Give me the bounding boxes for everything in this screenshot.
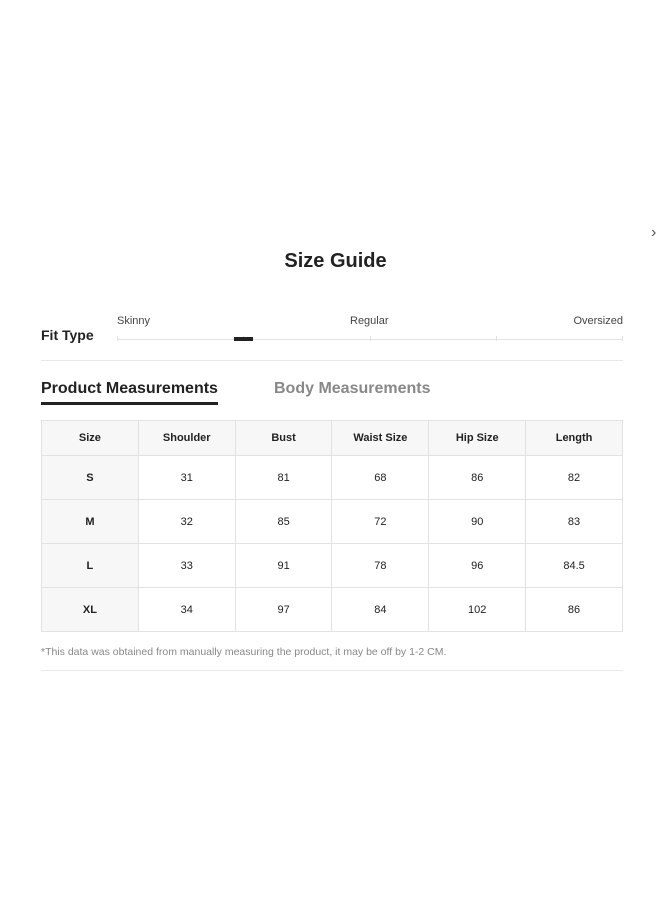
fit-tick (622, 336, 623, 341)
length-cell: 83 (526, 500, 623, 544)
size-cell: XL (42, 588, 139, 632)
divider (41, 360, 623, 361)
size-cell: S (42, 456, 139, 500)
waist-cell: 72 (332, 500, 429, 544)
waist-cell: 78 (332, 544, 429, 588)
table-row (42, 588, 623, 632)
hip-cell: 90 (429, 500, 526, 544)
length-cell: 86 (526, 588, 623, 632)
dialog-title: Size Guide (284, 250, 387, 272)
fit-tick (370, 336, 371, 341)
shoulder-cell: 33 (138, 544, 235, 588)
fit-scale-oversized: Oversized (573, 315, 623, 327)
tab-body-measurements[interactable]: Body Measurements (274, 380, 431, 397)
bust-cell: 81 (235, 456, 332, 500)
header-bust: Bust (235, 421, 332, 456)
bust-cell: 91 (235, 544, 332, 588)
shoulder-cell: 34 (138, 588, 235, 632)
measurement-note: *This data was obtained from manually measuring the product, it may be off by 1-2 CM. (41, 646, 447, 658)
fit-scale-skinny: Skinny (117, 315, 151, 327)
hip-cell: 86 (429, 456, 526, 500)
table-header-row (42, 421, 623, 456)
table-row (42, 500, 623, 544)
tab-product-measurements[interactable]: Product Measurements (41, 380, 218, 397)
bust-cell: 85 (235, 500, 332, 544)
header-hip-size: Hip Size (429, 421, 526, 456)
size-cell: M (42, 500, 139, 544)
close-icon[interactable]: › (651, 224, 657, 241)
header-length: Length (526, 421, 623, 456)
fit-tick (496, 336, 497, 341)
fit-type-label: Fit Type (41, 327, 94, 343)
header-shoulder: Shoulder (138, 421, 235, 456)
size-table (41, 420, 623, 632)
fit-tick (117, 336, 118, 341)
table-row (42, 456, 623, 500)
size-cell: L (42, 544, 139, 588)
header-size: Size (42, 421, 139, 456)
shoulder-cell: 31 (138, 456, 235, 500)
fit-scale-regular: Regular (350, 315, 389, 327)
waist-cell: 84 (332, 588, 429, 632)
divider (41, 670, 623, 671)
table-row (42, 544, 623, 588)
waist-cell: 68 (332, 456, 429, 500)
header-waist-size: Waist Size (332, 421, 429, 456)
hip-cell: 96 (429, 544, 526, 588)
hip-cell: 102 (429, 588, 526, 632)
fit-type-marker (234, 337, 253, 341)
length-cell: 84.5 (526, 544, 623, 588)
bust-cell: 97 (235, 588, 332, 632)
shoulder-cell: 32 (138, 500, 235, 544)
length-cell: 82 (526, 456, 623, 500)
